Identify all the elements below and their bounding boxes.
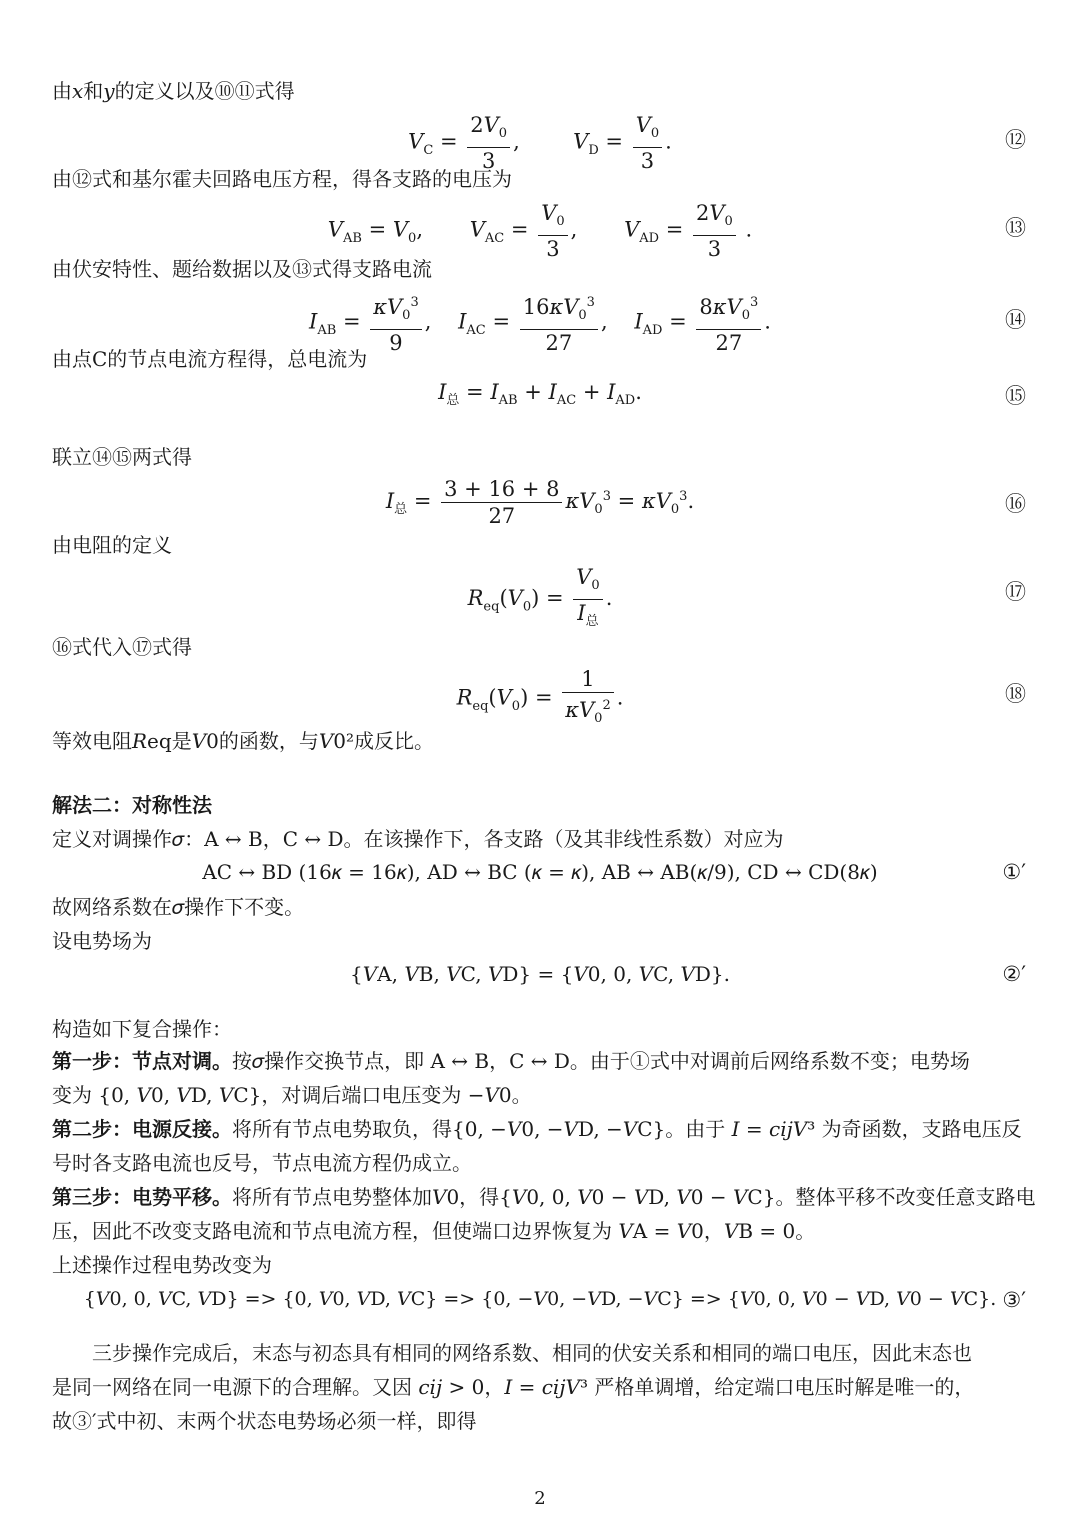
equation-number: ⑬ bbox=[1005, 216, 1026, 240]
paragraph-branch-current: 由伏安特性、题给数据以及⑬式得支路电流 bbox=[52, 257, 432, 281]
equation-3-prime-body: {𝑉0, 0, 𝑉C, 𝑉D} => {0, 𝑉0, 𝑉D, 𝑉C} => {0, −𝑉0, −𝑉D, −𝑉C} => {𝑉0, 0, 𝑉0 − 𝑉D, 𝑉0 − 𝑉C}. bbox=[83, 1288, 997, 1310]
equation-16-body: $I_总$ = $\frac{3 + 16 + 8}{27}$ $\kappa V_0^3 = \kappa V_0^3$. bbox=[385, 477, 695, 528]
equation-15 bbox=[0, 380, 1080, 410]
equation-14-body: $I_{AB}$ = $\frac{\kappa V_0^3}{9}$ , $I_{AC}$ = $\frac{16\kappa V_0^3}{27}$ , $I_{AD}$ = $\frac{8\kappa V_0^3}{27}$ . bbox=[0, 290, 1080, 356]
equation-number: ⑭ bbox=[1005, 308, 1026, 332]
step-2-continued: 号时各支路电流也反号，节点电流方程仍成立。 bbox=[52, 1151, 472, 1175]
step-1-label: 第一步：节点对调。 bbox=[52, 1049, 232, 1073]
step-3 bbox=[52, 1184, 1035, 1210]
paragraph-process: 上述操作过程电势改变为 bbox=[52, 1253, 272, 1277]
step-2-text: 将所有节点电势取负，得{0, −𝑉0, −𝑉D, −𝑉C}。由于 𝐼 = 𝑐𝑖𝑗𝑉³ 为奇函数，支路电压反 bbox=[232, 1117, 1022, 1141]
paragraph-swap-def: 定义对调操作𝜎：A ↔ B，C ↔ D。在该操作下，各支路（及其非线性系数）对应为 bbox=[52, 827, 784, 851]
step-1 bbox=[52, 1048, 970, 1074]
equation-3-prime bbox=[0, 1288, 1080, 1318]
equation-number: ⑱ bbox=[1005, 682, 1026, 706]
equation-14 bbox=[0, 288, 1080, 356]
equation-2-prime bbox=[0, 962, 1080, 992]
paragraph-final-2: 是同一网络在同一电源下的合理解。又因 𝑐𝑖𝑗 > 0，𝐼 = 𝑐𝑖𝑗𝑉³ 严格单调增，给定端口电压时解是唯一的， bbox=[52, 1375, 975, 1399]
equation-16 bbox=[0, 474, 1080, 530]
equation-17 bbox=[0, 562, 1080, 630]
paragraph-node-current: 由点C的节点电流方程得，总电流为 bbox=[52, 347, 368, 371]
step-3-continued: 压，因此不改变支路电流和节点电流方程，但使端口边界恢复为 𝑉A = 𝑉0，𝑉B = 0。 bbox=[52, 1219, 816, 1243]
equation-number: ②′ bbox=[1002, 962, 1026, 986]
paragraph-substitute: ⑯式代入⑰式得 bbox=[52, 635, 192, 659]
step-1-continued: 变为 {0, 𝑉0, 𝑉D, 𝑉C}，对调后端口电压变为 −𝑉0。 bbox=[52, 1083, 532, 1107]
equation-2-prime-body: {𝑉A, 𝑉B, 𝑉C, 𝑉D} = {𝑉0, 0, 𝑉C, 𝑉D}. bbox=[350, 962, 730, 986]
paragraph-conclusion: 等效电阻𝑅eq是𝑉0的函数，与𝑉0²成反比。 bbox=[52, 729, 435, 753]
step-3-text: 将所有节点电势整体加𝑉0，得{𝑉0, 0, 𝑉0 − 𝑉D, 𝑉0 − 𝑉C}。整体平移不改变任意支路电 bbox=[232, 1185, 1036, 1209]
paragraph-invariant: 故网络系数在𝜎操作下不变。 bbox=[52, 895, 305, 919]
equation-number: ③′ bbox=[1002, 1288, 1026, 1312]
paragraph-combine: 联立⑭⑮两式得 bbox=[52, 445, 192, 469]
equation-number: ⑯ bbox=[1005, 492, 1026, 516]
step-2 bbox=[52, 1116, 1022, 1142]
step-3-label: 第三步：电势平移。 bbox=[52, 1185, 232, 1209]
equation-1-prime bbox=[0, 860, 1080, 890]
step-2-label: 第二步：电源反接。 bbox=[52, 1117, 232, 1141]
equation-13-body: $V_{AB} = V_0$, $V_{AC}$ = $\frac{V_0}{3}$ , $V_{AD}$ = $\frac{2V_0}{3}$ . bbox=[327, 201, 753, 262]
paragraph-kirchhoff: 由⑫式和基尔霍夫回路电压方程，得各支路的电压为 bbox=[52, 167, 512, 191]
paragraph-resistance-def: 由电阻的定义 bbox=[52, 533, 172, 557]
equation-1-prime-body: AC ↔ BD (16𝜅 = 16𝜅), AD ↔ BC (𝜅 = 𝜅), AB ↔ AB(𝜅/9), CD ↔ CD(8𝜅) bbox=[202, 860, 878, 884]
paragraph-intro: 由𝑥和𝑦的定义以及⑩⑪式得 bbox=[52, 79, 295, 103]
equation-12-body: $V_C$ = $\frac{2V_0}{3}$ , $V_D$ = $\frac{V_0}{3}$ . bbox=[408, 113, 672, 174]
paragraph-final-1: 三步操作完成后，末态与初态具有相同的网络系数、相同的伏安关系和相同的端口电压，因此末态也 bbox=[92, 1341, 972, 1365]
equation-15-body: $I_总 = I_{AB} + I_{AC} + I_{AD}$. bbox=[438, 380, 642, 409]
paragraph-composite-op: 构造如下复合操作： bbox=[52, 1017, 232, 1041]
equation-number: ⑰ bbox=[1005, 580, 1026, 604]
paragraph-final-3: 故③′式中初、末两个状态电势场必须一样，即得 bbox=[52, 1409, 477, 1433]
page-number: 2 bbox=[534, 1488, 546, 1509]
equation-18 bbox=[0, 664, 1080, 727]
section-title-symmetry: 解法二：对称性法 bbox=[52, 793, 212, 817]
equation-number: ①′ bbox=[1002, 860, 1026, 884]
paragraph-potential-field: 设电势场为 bbox=[52, 929, 152, 953]
equation-13 bbox=[0, 198, 1080, 262]
equation-number: ⑫ bbox=[1005, 128, 1026, 152]
equation-18-body: $R_{eq}(V_0)$ = $\frac{1}{\kappa V_0^2}$ . bbox=[456, 667, 624, 727]
equation-17-body: $R_{eq}(V_0)$ = $\frac{V_0}{I_总}$ . bbox=[467, 565, 613, 630]
step-1-text: 按𝜎操作交换节点，即 A ↔ B，C ↔ D。由于①式中对调前后网络系数不变；电势场 bbox=[232, 1049, 970, 1073]
equation-12 bbox=[0, 110, 1080, 174]
equation-number: ⑮ bbox=[1005, 384, 1026, 408]
